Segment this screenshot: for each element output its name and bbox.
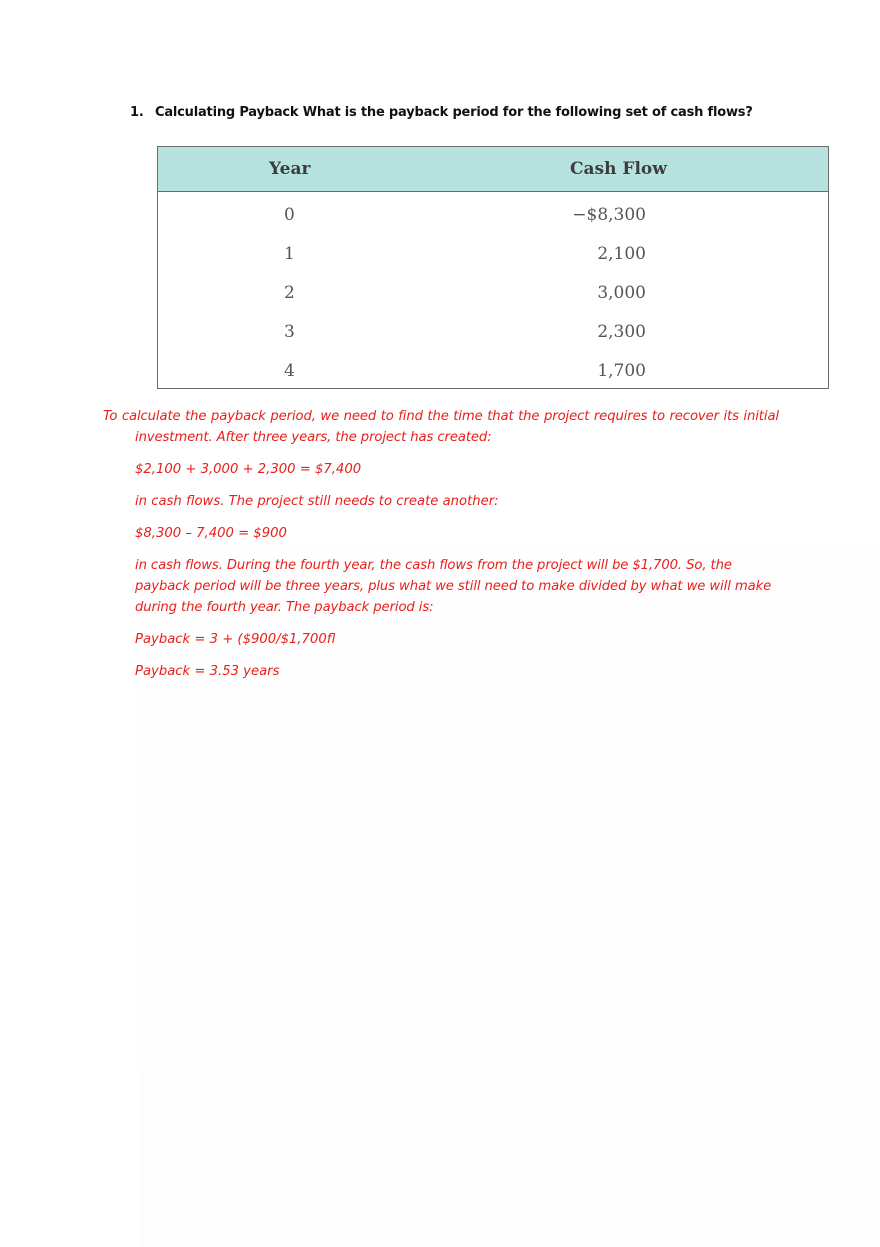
question-number: 1. [130, 105, 144, 120]
sum-line: $2,100 + 3,000 + 2,300 = $7,400 [135, 462, 362, 477]
table-header [158, 147, 828, 192]
table-row [158, 351, 828, 390]
payback-formula: Payback = 3 + ($900/$1,700fl [135, 632, 336, 647]
table-row [158, 234, 828, 273]
header-year: Year [269, 159, 311, 179]
cash-flow-table [157, 146, 829, 389]
difference-line: $8,300 – 7,400 = $900 [135, 526, 287, 541]
row-year: 2 [284, 283, 295, 303]
row-cash-flow: 2,300 [597, 322, 646, 342]
row-cash-flow: 2,100 [597, 244, 646, 264]
row-year: 3 [284, 322, 295, 342]
row-year: 4 [284, 361, 295, 381]
row-cash-flow: −$8,300 [572, 205, 646, 225]
row-year: 0 [284, 205, 295, 225]
row-year: 1 [284, 244, 295, 264]
answer-intro: To calculate the payback period, we need to find the time that the project requires to recover its initial investment. After three years, the project has created: [103, 409, 779, 445]
table-row [158, 273, 828, 312]
table-row [158, 312, 828, 351]
answer-section [103, 406, 779, 682]
question-heading [130, 105, 753, 120]
table-row [158, 195, 828, 234]
explanation-paragraph: in cash flows. During the fourth year, the cash flows from the project will be $1,700. So, the payback period will be three years, plus what we still need to make divided by what we will make during the fourth year. The payback period is: [135, 558, 772, 615]
still-needs-line: in cash flows. The project still needs to create another: [135, 494, 499, 509]
header-cash-flow: Cash Flow [570, 159, 667, 179]
payback-result: Payback = 3.53 years [135, 664, 280, 679]
row-cash-flow: 1,700 [597, 361, 646, 381]
question-text: Calculating Payback What is the payback period for the following set of cash flows? [155, 105, 753, 120]
row-cash-flow: 3,000 [597, 283, 646, 303]
